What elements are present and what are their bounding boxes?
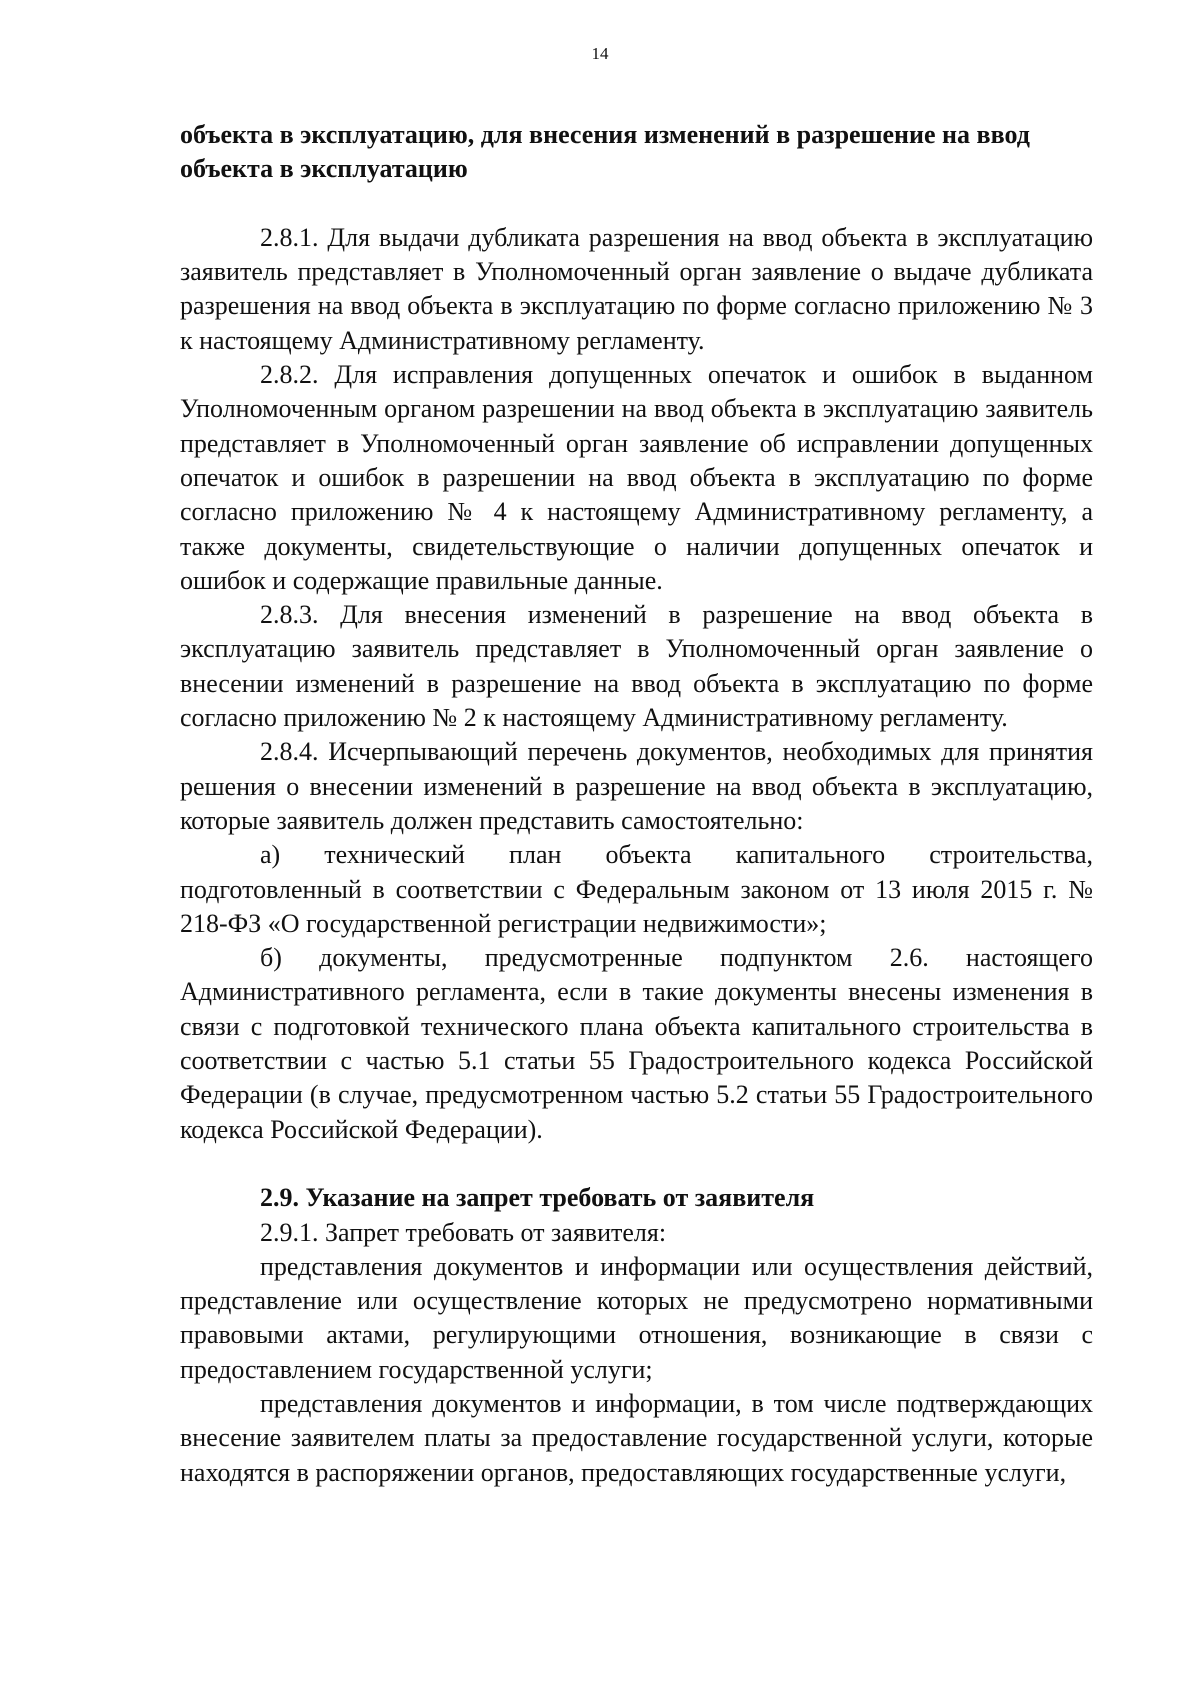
- list-item-b: б) документы, предусмотренные подпунктом 2.6. настоящего Административного регламента, если в такие документы внесены изменения в связи с подготовкой технического плана объекта капитального строительства в соответствии с частью 5.1 статьи 55 Градостроительного кодекса Российской Федерации (в случае, предусмотренном частью 5.2 статьи 55 Градостроительного кодекса Российской Федерации).: [180, 943, 1093, 1144]
- paragraph-2-9-1: 2.9.1. Запрет требовать от заявителя:: [260, 1217, 667, 1247]
- paragraph-2-8-1: 2.8.1. Для выдачи дубликата разрешения на ввод объекта в эксплуатацию заявитель представляет в Уполномоченный орган заявление о выдаче дубликата разрешения на ввод объекта в эксплуатацию по форме согласно приложению № 3 к настоящему Административному регламенту.: [180, 222, 1093, 355]
- spacer: [180, 1147, 1093, 1181]
- list-item-a: а) технический план объекта капитального строительства, подготовленный в соответствии с Федеральным законом от 13 июля 2015 г. № 218-ФЗ «О государственной регистрации недвижимости»;: [180, 840, 1093, 938]
- paragraph-2-8-4: 2.8.4. Исчерпывающий перечень документов, необходимых для принятия решения о внесении изменений в разрешение на ввод объекта в эксплуатацию, которые заявитель должен представить самостоятельно:: [180, 737, 1093, 835]
- paragraph-2-9-1-item-2: представления документов и информации, в том числе подтверждающих внесение заявителем платы за предоставление государственной услуги, которые находятся в распоряжении органов, предоставляющих государственные услуги,: [180, 1388, 1093, 1487]
- paragraph-2-9-1-item-1: представления документов и информации или осуществления действий, представление или осуществление которых не предусмотрено нормативными правовыми актами, регулирующими отношения, возникающие в связи с предоставлением государственной услуги;: [180, 1251, 1093, 1384]
- document-body: [180, 118, 1093, 1490]
- spacer: [180, 187, 1093, 221]
- paragraph-2-8-3: 2.8.3. Для внесения изменений в разрешение на ввод объекта в эксплуатацию заявитель представляет в Уполномоченный орган заявление о внесении изменений в разрешение на ввод объекта в эксплуатацию по форме согласно приложению № 2 к настоящему Административному регламенту.: [180, 600, 1093, 733]
- page-number: 14: [591, 44, 609, 63]
- section-title-2-9: 2.9. Указание на запрет требовать от заявителя: [260, 1183, 815, 1213]
- paragraph-2-8-2: 2.8.2. Для исправления допущенных опечаток и ошибок в выданном Уполномоченным органом разрешении на ввод объекта в эксплуатацию заявитель представляет в Уполномоченный орган заявление об исправлении допущенных опечаток и ошибок в разрешении на ввод объекта в эксплуатацию по форме согласно приложению № 4 к настоящему Административному регламенту, а также документы, свидетельствующие о наличии допущенных опечаток и ошибок и содержащие правильные данные.: [180, 360, 1093, 595]
- section-heading-continuation: объекта в эксплуатацию, для внесения изменений в разрешение на ввод объекта в эксплуатацию: [180, 120, 1030, 184]
